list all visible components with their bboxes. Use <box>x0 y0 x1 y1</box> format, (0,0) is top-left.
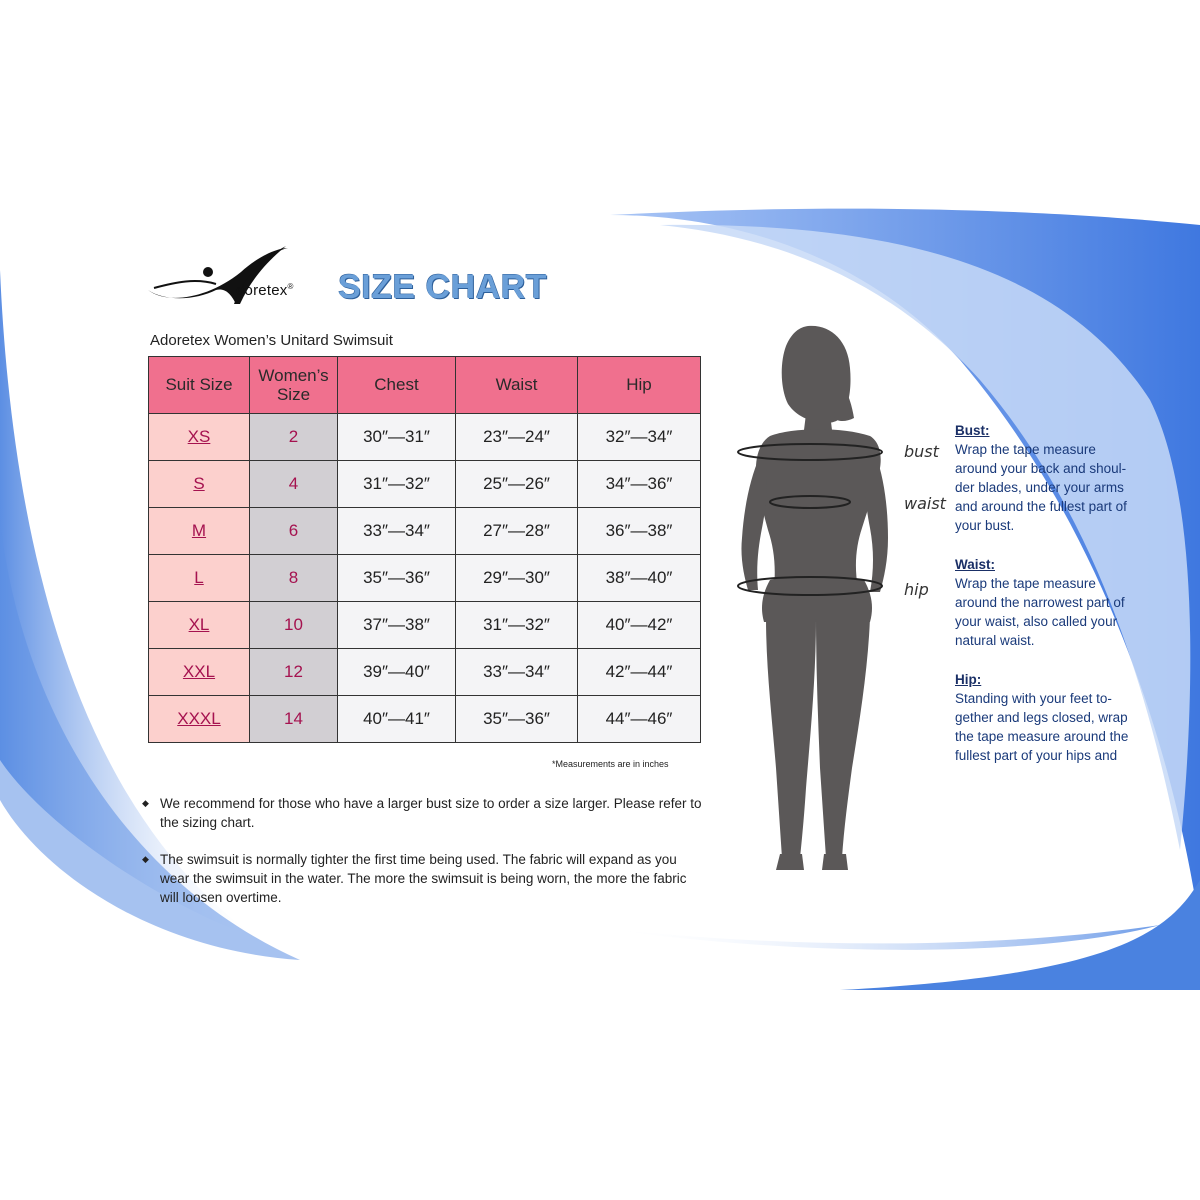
chest-cell: 33″—34″ <box>338 508 456 555</box>
womens-size-cell: 4 <box>250 461 338 508</box>
hip-cell: 40″—42″ <box>578 602 701 649</box>
table-row <box>149 602 701 649</box>
note-text: The swimsuit is normally tighter the first time being used. The fabric will expand as you wear the swimsuit in the water. The more the swimsuit is being worn, the more the fabric will loosen overtime. <box>160 852 687 905</box>
size-chart-table <box>148 356 701 743</box>
waist-label: waist <box>904 494 946 513</box>
womens-size-cell: 8 <box>250 555 338 602</box>
chest-cell: 30″—31″ <box>338 414 456 461</box>
table-row <box>149 696 701 743</box>
hip-cell: 34″—36″ <box>578 461 701 508</box>
womens-size-cell: 2 <box>250 414 338 461</box>
instruction-line: natural waist. <box>955 633 1035 648</box>
header-hip: Hip <box>578 357 701 414</box>
chest-cell: 31″—32″ <box>338 461 456 508</box>
bust-label: bust <box>904 442 939 461</box>
waist-cell: 27″—28″ <box>456 508 578 555</box>
waist-cell: 23″—24″ <box>456 414 578 461</box>
header-womens-size: Women’s Size <box>250 357 338 414</box>
suit-size-cell[interactable]: L <box>149 555 250 602</box>
bust-heading: Bust: <box>955 423 990 438</box>
table-row <box>149 649 701 696</box>
waist-cell: 33″—34″ <box>456 649 578 696</box>
table-row <box>149 414 701 461</box>
header-suit-size: Suit Size <box>149 357 250 414</box>
suit-size-cell[interactable]: XXL <box>149 649 250 696</box>
womens-size-cell: 10 <box>250 602 338 649</box>
table-row <box>149 555 701 602</box>
waist-cell: 29″—30″ <box>456 555 578 602</box>
suit-size-cell[interactable]: M <box>149 508 250 555</box>
note-text: We recommend for those who have a larger bust size to order a size larger. Please refer to the sizing chart. <box>160 796 702 830</box>
chest-cell: 40″—41″ <box>338 696 456 743</box>
instruction-line: your waist, also called your <box>955 614 1118 629</box>
waist-instructions <box>955 555 1155 650</box>
waist-cell: 31″—32″ <box>456 602 578 649</box>
instruction-line: fullest part of your hips and <box>955 748 1118 763</box>
table-header-row <box>149 357 701 414</box>
hip-cell: 38″—40″ <box>578 555 701 602</box>
instruction-line: the tape measure around the <box>955 729 1129 744</box>
hip-heading: Hip: <box>955 672 982 687</box>
logo-text: doretex® <box>236 282 294 299</box>
body-silhouette <box>730 318 900 878</box>
chest-cell: 35″—36″ <box>338 555 456 602</box>
header-waist: Waist <box>456 357 578 414</box>
instruction-line: Wrap the tape measure <box>955 442 1096 457</box>
hip-cell: 44″—46″ <box>578 696 701 743</box>
instruction-line: der blades, under your arms <box>955 480 1124 495</box>
waist-heading: Waist: <box>955 557 995 572</box>
hip-cell: 32″—34″ <box>578 414 701 461</box>
instruction-line: around the narrowest part of <box>955 595 1125 610</box>
suit-size-cell[interactable]: S <box>149 461 250 508</box>
hip-cell: 42″—44″ <box>578 649 701 696</box>
bullet-icon: ◆ <box>142 854 149 864</box>
measurement-footnote: *Measurements are in inches <box>552 759 669 769</box>
instruction-line: around your back and shoul- <box>955 461 1127 476</box>
table-row <box>149 461 701 508</box>
hip-label: hip <box>904 580 929 599</box>
list-item <box>142 850 702 907</box>
chest-cell: 37″—38″ <box>338 602 456 649</box>
womens-size-cell: 12 <box>250 649 338 696</box>
header-chest: Chest <box>338 357 456 414</box>
page-title: SIZE CHART <box>338 268 547 306</box>
waist-cell: 35″—36″ <box>456 696 578 743</box>
instruction-line: and around the fullest part of <box>955 499 1127 514</box>
womens-size-cell: 14 <box>250 696 338 743</box>
instruction-line: gether and legs closed, wrap <box>955 710 1128 725</box>
chest-cell: 39″—40″ <box>338 649 456 696</box>
brand-logo <box>146 242 326 308</box>
suit-size-cell[interactable]: XL <box>149 602 250 649</box>
suit-size-cell[interactable]: XXXL <box>149 696 250 743</box>
notes-list <box>142 794 702 925</box>
bust-instructions <box>955 421 1155 535</box>
hip-instructions <box>955 670 1155 765</box>
suit-size-cell[interactable]: XS <box>149 414 250 461</box>
hip-cell: 36″—38″ <box>578 508 701 555</box>
list-item <box>142 794 702 832</box>
womens-size-cell: 6 <box>250 508 338 555</box>
waist-cell: 25″—26″ <box>456 461 578 508</box>
bullet-icon: ◆ <box>142 798 149 808</box>
instruction-line: Wrap the tape measure <box>955 576 1096 591</box>
table-row <box>149 508 701 555</box>
product-subtitle: Adoretex Women’s Unitard Swimsuit <box>150 332 393 349</box>
instruction-line: Standing with your feet to- <box>955 691 1112 706</box>
instruction-line: your bust. <box>955 518 1015 533</box>
